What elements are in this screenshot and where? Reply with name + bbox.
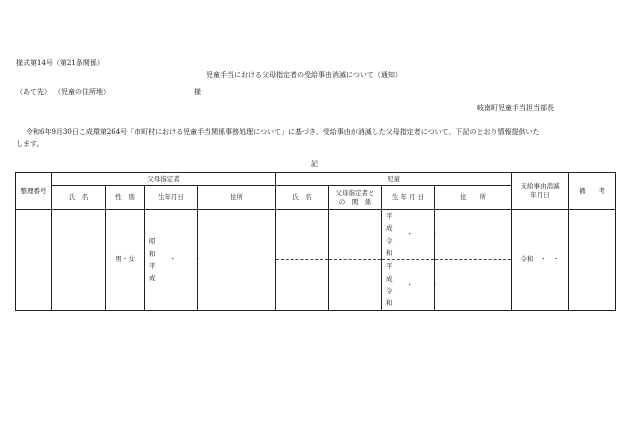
cell-loss-date[interactable]: 令和 ・ ・	[512, 210, 569, 311]
header-relation-line1: 父母指定者と	[335, 188, 375, 197]
header-child-name: 氏 名	[276, 186, 329, 210]
ki-heading: 記	[311, 160, 318, 168]
header-parent-name: 氏 名	[52, 186, 106, 210]
header-child-group: 児童	[276, 173, 512, 186]
body-text-line-1: 令和6年9月30日こ成環第264号「市町村における児童手当関係事務処理について」に基づき、受給事由が消滅した父母指定者について、下記のとおり情報提供いた	[26, 128, 540, 136]
child1-era-heisei: 平成	[386, 212, 393, 233]
header-loss-date-line2: 年月日	[530, 191, 550, 199]
cell-parent-name[interactable]	[52, 210, 106, 311]
cell-relation-2[interactable]	[329, 260, 382, 310]
header-sex: 性 別	[106, 186, 145, 210]
child2-era-reiwa: 令和	[386, 287, 393, 308]
cell-seiri-number[interactable]	[16, 210, 52, 311]
date-dots: ・ ・	[169, 255, 207, 264]
header-child-birthdate: 生 年 月 日	[382, 186, 435, 210]
era-heisei: 平成	[149, 261, 156, 283]
header-birthdate: 生年月日	[145, 186, 198, 210]
cell-parent-address[interactable]	[198, 210, 276, 311]
cell-child-address-2[interactable]	[435, 260, 512, 310]
notification-table	[15, 172, 616, 311]
header-loss-date-line1: 支給事由消滅	[520, 182, 560, 191]
header-child-address: 住 所	[435, 186, 512, 210]
cell-child-birthdate-1[interactable]	[382, 210, 444, 260]
addressee-person: （児童の住所地）	[54, 88, 110, 96]
child1-date-dots: ・ ・	[406, 230, 444, 239]
cell-child-name-2[interactable]	[276, 260, 329, 310]
header-relation-line2: の 関 係	[338, 197, 372, 206]
cell-parent-birthdate[interactable]	[145, 210, 207, 311]
form-number-label: 様式第14号（第21条関係）	[16, 59, 104, 67]
header-remarks: 備 考	[569, 173, 616, 210]
cell-relation-1[interactable]	[329, 210, 382, 260]
cell-sex[interactable]: 男・女	[106, 210, 145, 311]
sender-name: 岐南町児童手当担当部長	[477, 104, 554, 112]
header-relation	[329, 186, 382, 210]
header-parent-group: 父母指定者	[52, 173, 276, 186]
era-showa: 昭和	[149, 237, 156, 258]
header-seiri-number: 整理番号	[16, 173, 52, 210]
cell-remarks[interactable]	[569, 210, 616, 311]
body-text-line-2: します。	[16, 140, 44, 148]
header-loss-date	[512, 173, 569, 210]
cell-child-name-1[interactable]	[276, 210, 329, 260]
addressee-label: （あて先）	[16, 88, 51, 96]
header-address: 住所	[198, 186, 276, 210]
cell-child-address-1[interactable]	[435, 210, 512, 260]
document-title: 児童手当における父母指定者の受給事由消滅について（通知）	[206, 71, 402, 79]
honorific: 様	[194, 88, 201, 96]
child1-era-reiwa: 令和	[386, 236, 393, 258]
child2-date-dots: ・ ・	[406, 280, 444, 289]
cell-child-birthdate-2[interactable]	[382, 260, 444, 310]
child2-era-heisei: 平成	[386, 262, 393, 283]
